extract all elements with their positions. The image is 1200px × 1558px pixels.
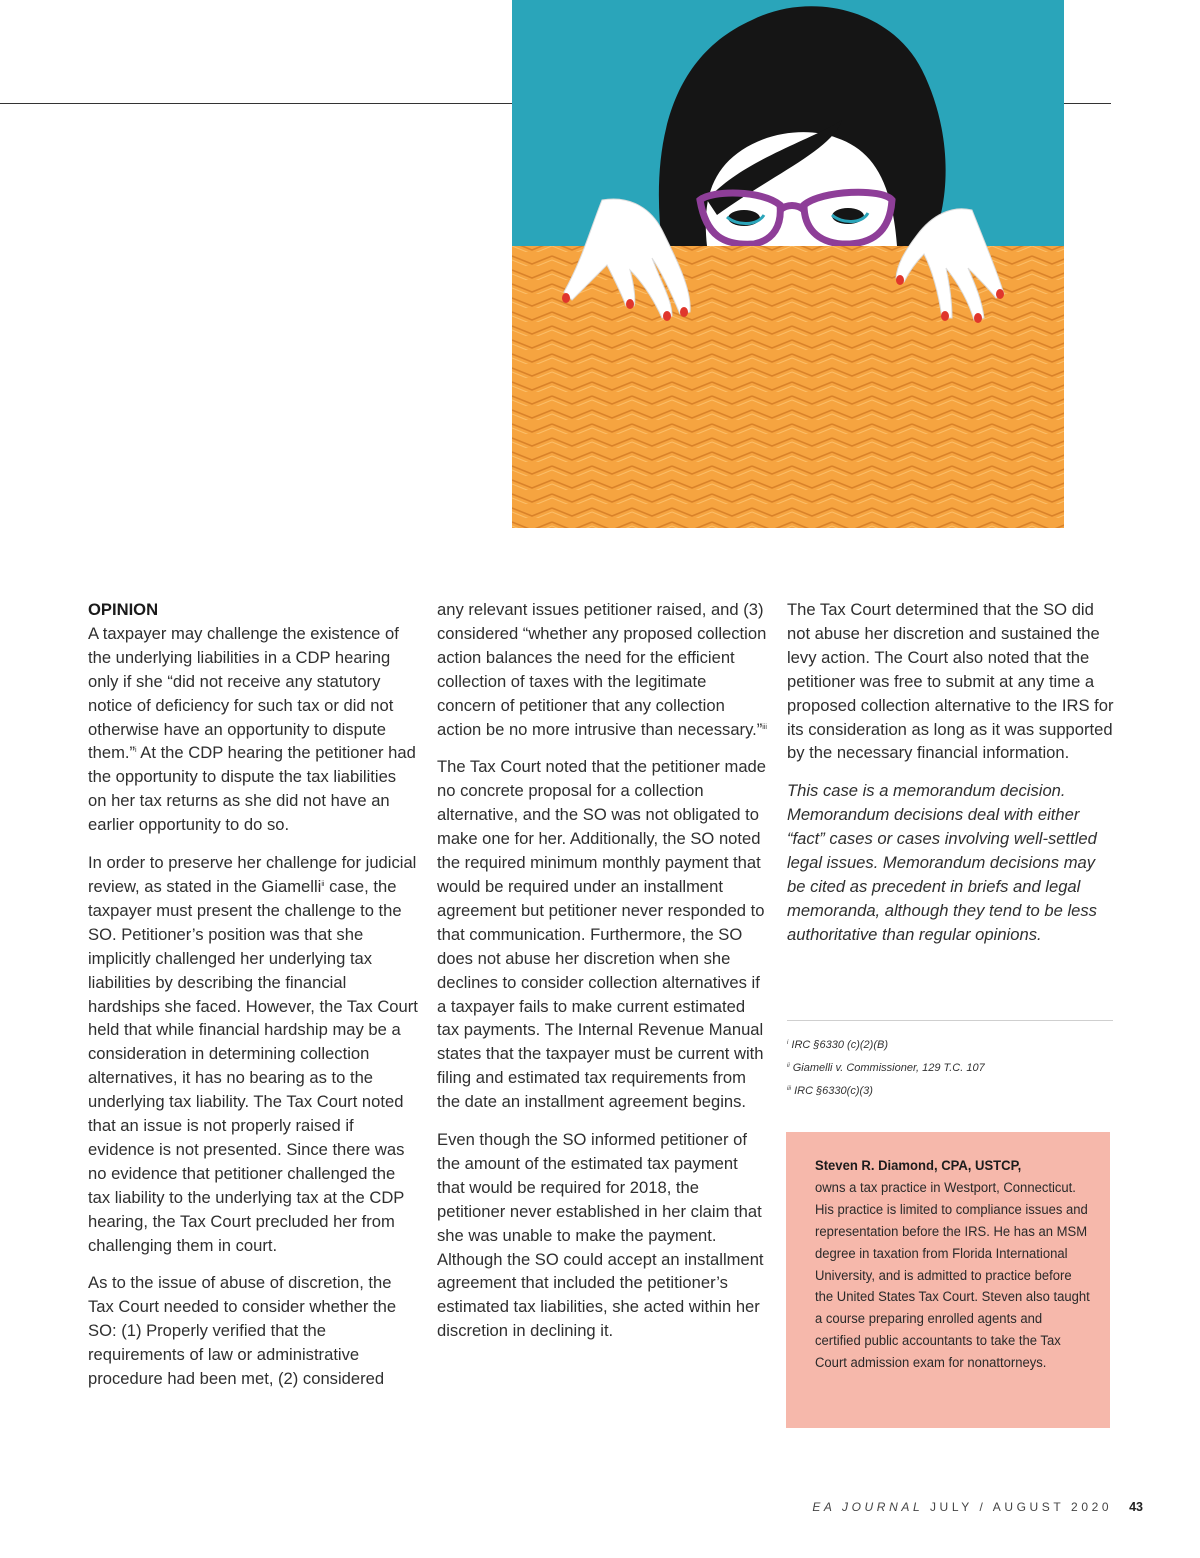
paragraph: A taxpayer may challenge the existence of the underlying liabilities in a CDP hearing only if she “did not receive any statutory notice of deficiency for such tax or did not otherwise have an opportunity to dispute them.”$^i$ At the CDP hearing the petitioner had the opportunity to dispute the tax liabilities on her tax returns as she did not have an earlier opportunity to do so. bbox=[88, 623, 416, 835]
publication-name: EA JOURNAL bbox=[812, 1500, 924, 1514]
author-bio-box bbox=[786, 1132, 1110, 1428]
footnotes bbox=[787, 1036, 1113, 1105]
section-heading-opinion: OPINION bbox=[88, 600, 159, 619]
page-footer bbox=[812, 1500, 1143, 1514]
footnote-ref-i: i bbox=[135, 747, 137, 755]
paragraph: As to the issue of abuse of discretion, the Tax Court needed to consider whether the SO: (1) Properly verified that the requirements of law or administrative procedure had been met, (2) considered bbox=[88, 1273, 397, 1389]
paragraph: The Tax Court determined that the SO did not abuse her discretion and sustained the levy action. The Court also noted that the petitioner was free to submit at any time a proposed collection alternative to the IRS for its consideration as long as it was supported by the necessary financial information. bbox=[787, 600, 1114, 763]
paragraph: The Tax Court noted that the petitioner made no concrete proposal for a collection alternative, and the SO was not obligated to make one for her. Additionally, the SO noted the required minimum monthly payment that would be required under an installment agreement but petitioner never responded to that communication. Furthermore, the SO does not abuse her discretion when she declines to consider collection alternatives if a taxpayer fails to make current estimated tax payments. The Internal Revenue Manual states that the taxpayer must be current with filing and estimated tax requirements from the date an installment agreement begins. bbox=[437, 757, 767, 1112]
footnote-ref-iii: iii bbox=[762, 723, 767, 731]
footnote-item: $^{iii}$ IRC §6330(c)(3) bbox=[787, 1085, 873, 1097]
footnote-divider bbox=[787, 1020, 1113, 1021]
header-rule-right bbox=[1064, 103, 1111, 104]
footnote-ref-ii: ii bbox=[321, 880, 325, 888]
article-column-2 bbox=[437, 598, 767, 1357]
article-column-1 bbox=[88, 598, 418, 1405]
page-number: 43 bbox=[1129, 1500, 1143, 1514]
paragraph: any relevant issues petitioner raised, and (3) considered “whether any proposed collection action balances the need for the efficient collection of taxes with the legitimate concern of petitioner that any collection action be no more intrusive than necessary.”$^{iii}$ bbox=[437, 600, 767, 739]
footnote-item: $^i$ IRC §6330 (c)(2)(B) bbox=[787, 1039, 888, 1051]
author-bio-text: owns a tax practice in Westport, Connecticut. His practice is limited to compliance issues and representation before the IRS. He has an MSM degree in taxation from Florida International University, and is admitted to practice before the United States Tax Court. Steven also taught a course preparing enrolled agents and certified public accountants to take the Tax Court admission exam for nonattorneys. bbox=[815, 1179, 1090, 1372]
header-rule-left bbox=[0, 103, 512, 104]
memorandum-note: This case is a memorandum decision. Memorandum decisions deal with either “fact” cases or cases involving well-settled legal issues. Memorandum decisions may be cited as precedent in briefs and legal memoranda, although they tend to be less authoritative than regular opinions. bbox=[787, 781, 1097, 944]
peeking-woman-illustration bbox=[512, 0, 1064, 528]
author-name: Steven R. Diamond, CPA, USTCP, bbox=[815, 1158, 1022, 1174]
article-column-3 bbox=[787, 598, 1117, 961]
issue-date: JULY / AUGUST 2020 bbox=[929, 1500, 1113, 1514]
paragraph: Even though the SO informed petitioner of the amount of the estimated tax payment that would be required for 2018, the petitioner never established in her claim that she was unable to make the payment. Although the SO could accept an installment agreement that included the petitioner’s estimated tax liabilities, she acted within her discretion in declining it. bbox=[437, 1130, 764, 1341]
paragraph: In order to preserve her challenge for judicial review, as stated in the Giamelli$^{ii}$ case, the taxpayer must present the challenge to the SO. Petitioner’s position was that she implicitly challenged her underlying tax liabilities by describing the financial hardships she faced. However, the Tax Court held that while financial hardship may be a consideration in determining collection alternatives, it has no bearing as to the underlying tax liability. The Tax Court noted that an issue is not properly raised if evidence is not presented. Since there was no evidence that petitioner challenged the tax liability to the underlying tax at the CDP hearing, the Tax Court precluded her from challenging them in court. bbox=[88, 853, 418, 1255]
footnote-item: $^{ii}$ Giamelli v. Commissioner, 129 T.C. 107 bbox=[787, 1062, 985, 1074]
